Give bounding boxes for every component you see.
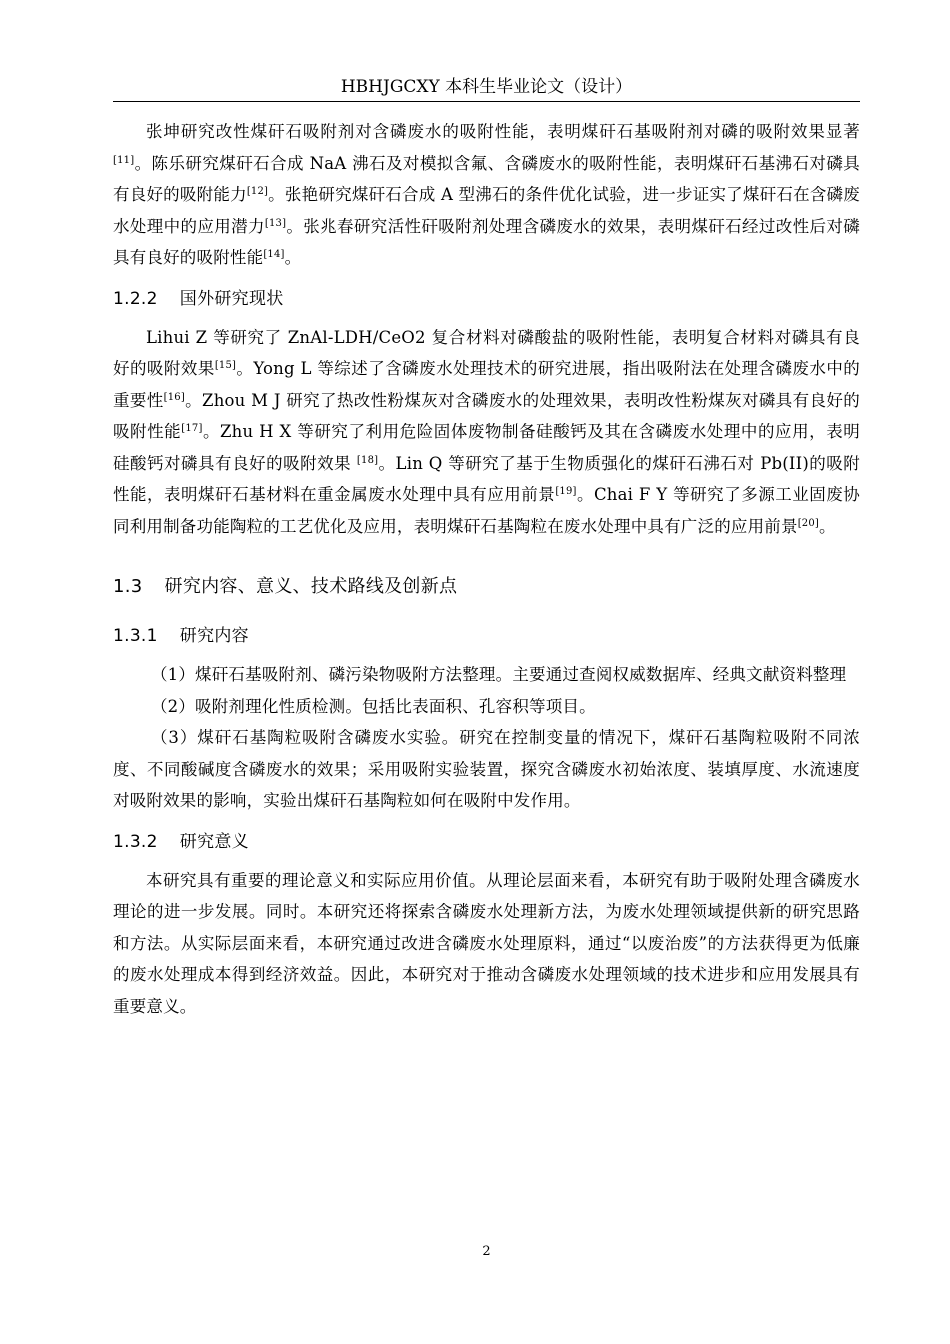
citation: [16]	[163, 391, 185, 403]
citation: [17]	[181, 423, 203, 434]
text: 。Lin Q 等研究了基于生物质强化的煤矸石沸石对 Pb(II)的吸附性能，表明煤矸石基材料在重金属废水处理中具有应用前景	[113, 453, 860, 504]
section-title: 国外研究现状	[179, 288, 284, 309]
section-number: 1.3	[113, 576, 143, 597]
research-content-item-2: （2）吸附剂理化性质检测。包括比表面积、孔容积等项目。	[150, 696, 596, 716]
section-title: 研究意义	[179, 831, 249, 852]
citation: [20]	[797, 517, 820, 529]
section-heading-1-3-2	[113, 831, 860, 853]
citation: [13]	[264, 217, 287, 229]
citation: [18]	[356, 454, 379, 466]
page-body	[113, 116, 860, 1022]
text: 。	[819, 516, 836, 536]
domestic-research-paragraph	[113, 116, 860, 274]
section-number: 1.3.2	[113, 831, 158, 852]
text: 。Yong L 等综述了含磷废水处理技术的研究进展，指出吸附法在处理含磷废水中的重要性	[113, 359, 861, 410]
foreign-research-paragraph	[113, 322, 860, 543]
citation: [19]	[555, 486, 577, 497]
section-title: 研究内容、意义、技术路线及创新点	[164, 576, 458, 597]
citation: [15]	[214, 360, 237, 371]
research-content-item-1: （1）煤矸石基吸附剂、磷污染物吸附方法整理。主要通过查阅权威数据库、经典文献资料整理	[150, 665, 847, 684]
running-header: HBHJGCXY 本科生毕业论文（设计）	[340, 77, 633, 97]
text: 。Zhou M J 研究了热改性粉煤灰对含磷废水的处理效果，表明改性粉煤灰对磷具有良好的吸附性能	[113, 390, 860, 441]
text: 。Chai F Y 等研究了多源工业固废协同利用制备功能陶粒的工艺优化及应用，表明煤矸石基陶粒在废水处理中具有广泛的应用前景	[113, 485, 860, 536]
section-title: 研究内容	[179, 626, 249, 646]
text: 张坤研究改性煤矸石吸附剂对含磷废水的吸附性能，表明煤矸石基吸附剂对磷的吸附效果显著	[146, 122, 860, 141]
citation: [11]	[113, 154, 135, 166]
text: 。Zhu H X 等研究了利用危险固体废物制备硅酸钙及其在含磷废水处理中的应用，表明硅酸钙对磷具有良好的吸附效果	[113, 422, 860, 473]
text: Lihui Z 等研究了 ZnAl-LDH/CeO2 复合材料对磷酸盐的吸附性能，表明复合材料对磷具有良好的吸附效果	[113, 327, 860, 378]
text: 。	[284, 248, 302, 267]
text: 。陈乐研究煤矸石合成 NaA 沸石及对模拟含氟、含磷废水的吸附性能，表明煤矸石基沸石对磷具有良好的吸附能力	[113, 153, 860, 204]
section-heading-1-3	[113, 575, 860, 599]
citation: [14]	[263, 249, 285, 260]
citation: [12]	[246, 186, 269, 197]
research-content-item-3: （3）煤矸石基陶粒吸附含磷废水实验。研究在控制变量的情况下，煤矸石基陶粒吸附不同浓度、不同酸碱度含磷废水的效果；采用吸附实验装置，探究含磷废水初始浓度、装填厚度、水流速度对吸附效果的影响，实验出煤矸石基陶粒如何在吸附中发作用。	[113, 728, 860, 810]
section-heading-1-3-1	[113, 625, 860, 647]
section-heading-1-2-2	[113, 288, 860, 310]
section-number: 1.3.1	[113, 626, 158, 646]
section-number: 1.2.2	[113, 288, 158, 309]
header-rule	[113, 101, 860, 102]
text: 。张艳研究煤矸石合成 A 型沸石的条件优化试验，进一步证实了煤矸石在含磷废水处理中的应用潜力	[113, 185, 860, 236]
research-significance-paragraph: 本研究具有重要的理论意义和实际应用价值。从理论层面来看，本研究有助于吸附处理含磷废水理论的进一步发展。同时。本研究还将探索含磷废水处理新方法，为废水处理领域提供新的研究思路和方法。从实际层面来看，本研究通过改进含磷废水处理原料，通过“以废治废”的方法获得更为低廉的废水处理成本得到经济效益。因此，本研究对于推动含磷废水处理领域的技术进步和应用发展具有重要意义。	[113, 870, 860, 1016]
page-number: 2	[482, 1244, 491, 1259]
text: 。张兆春研究活性矸吸附剂处理含磷废水的效果，表明煤矸石经过改性后对磷具有良好的吸附性能	[113, 216, 860, 267]
